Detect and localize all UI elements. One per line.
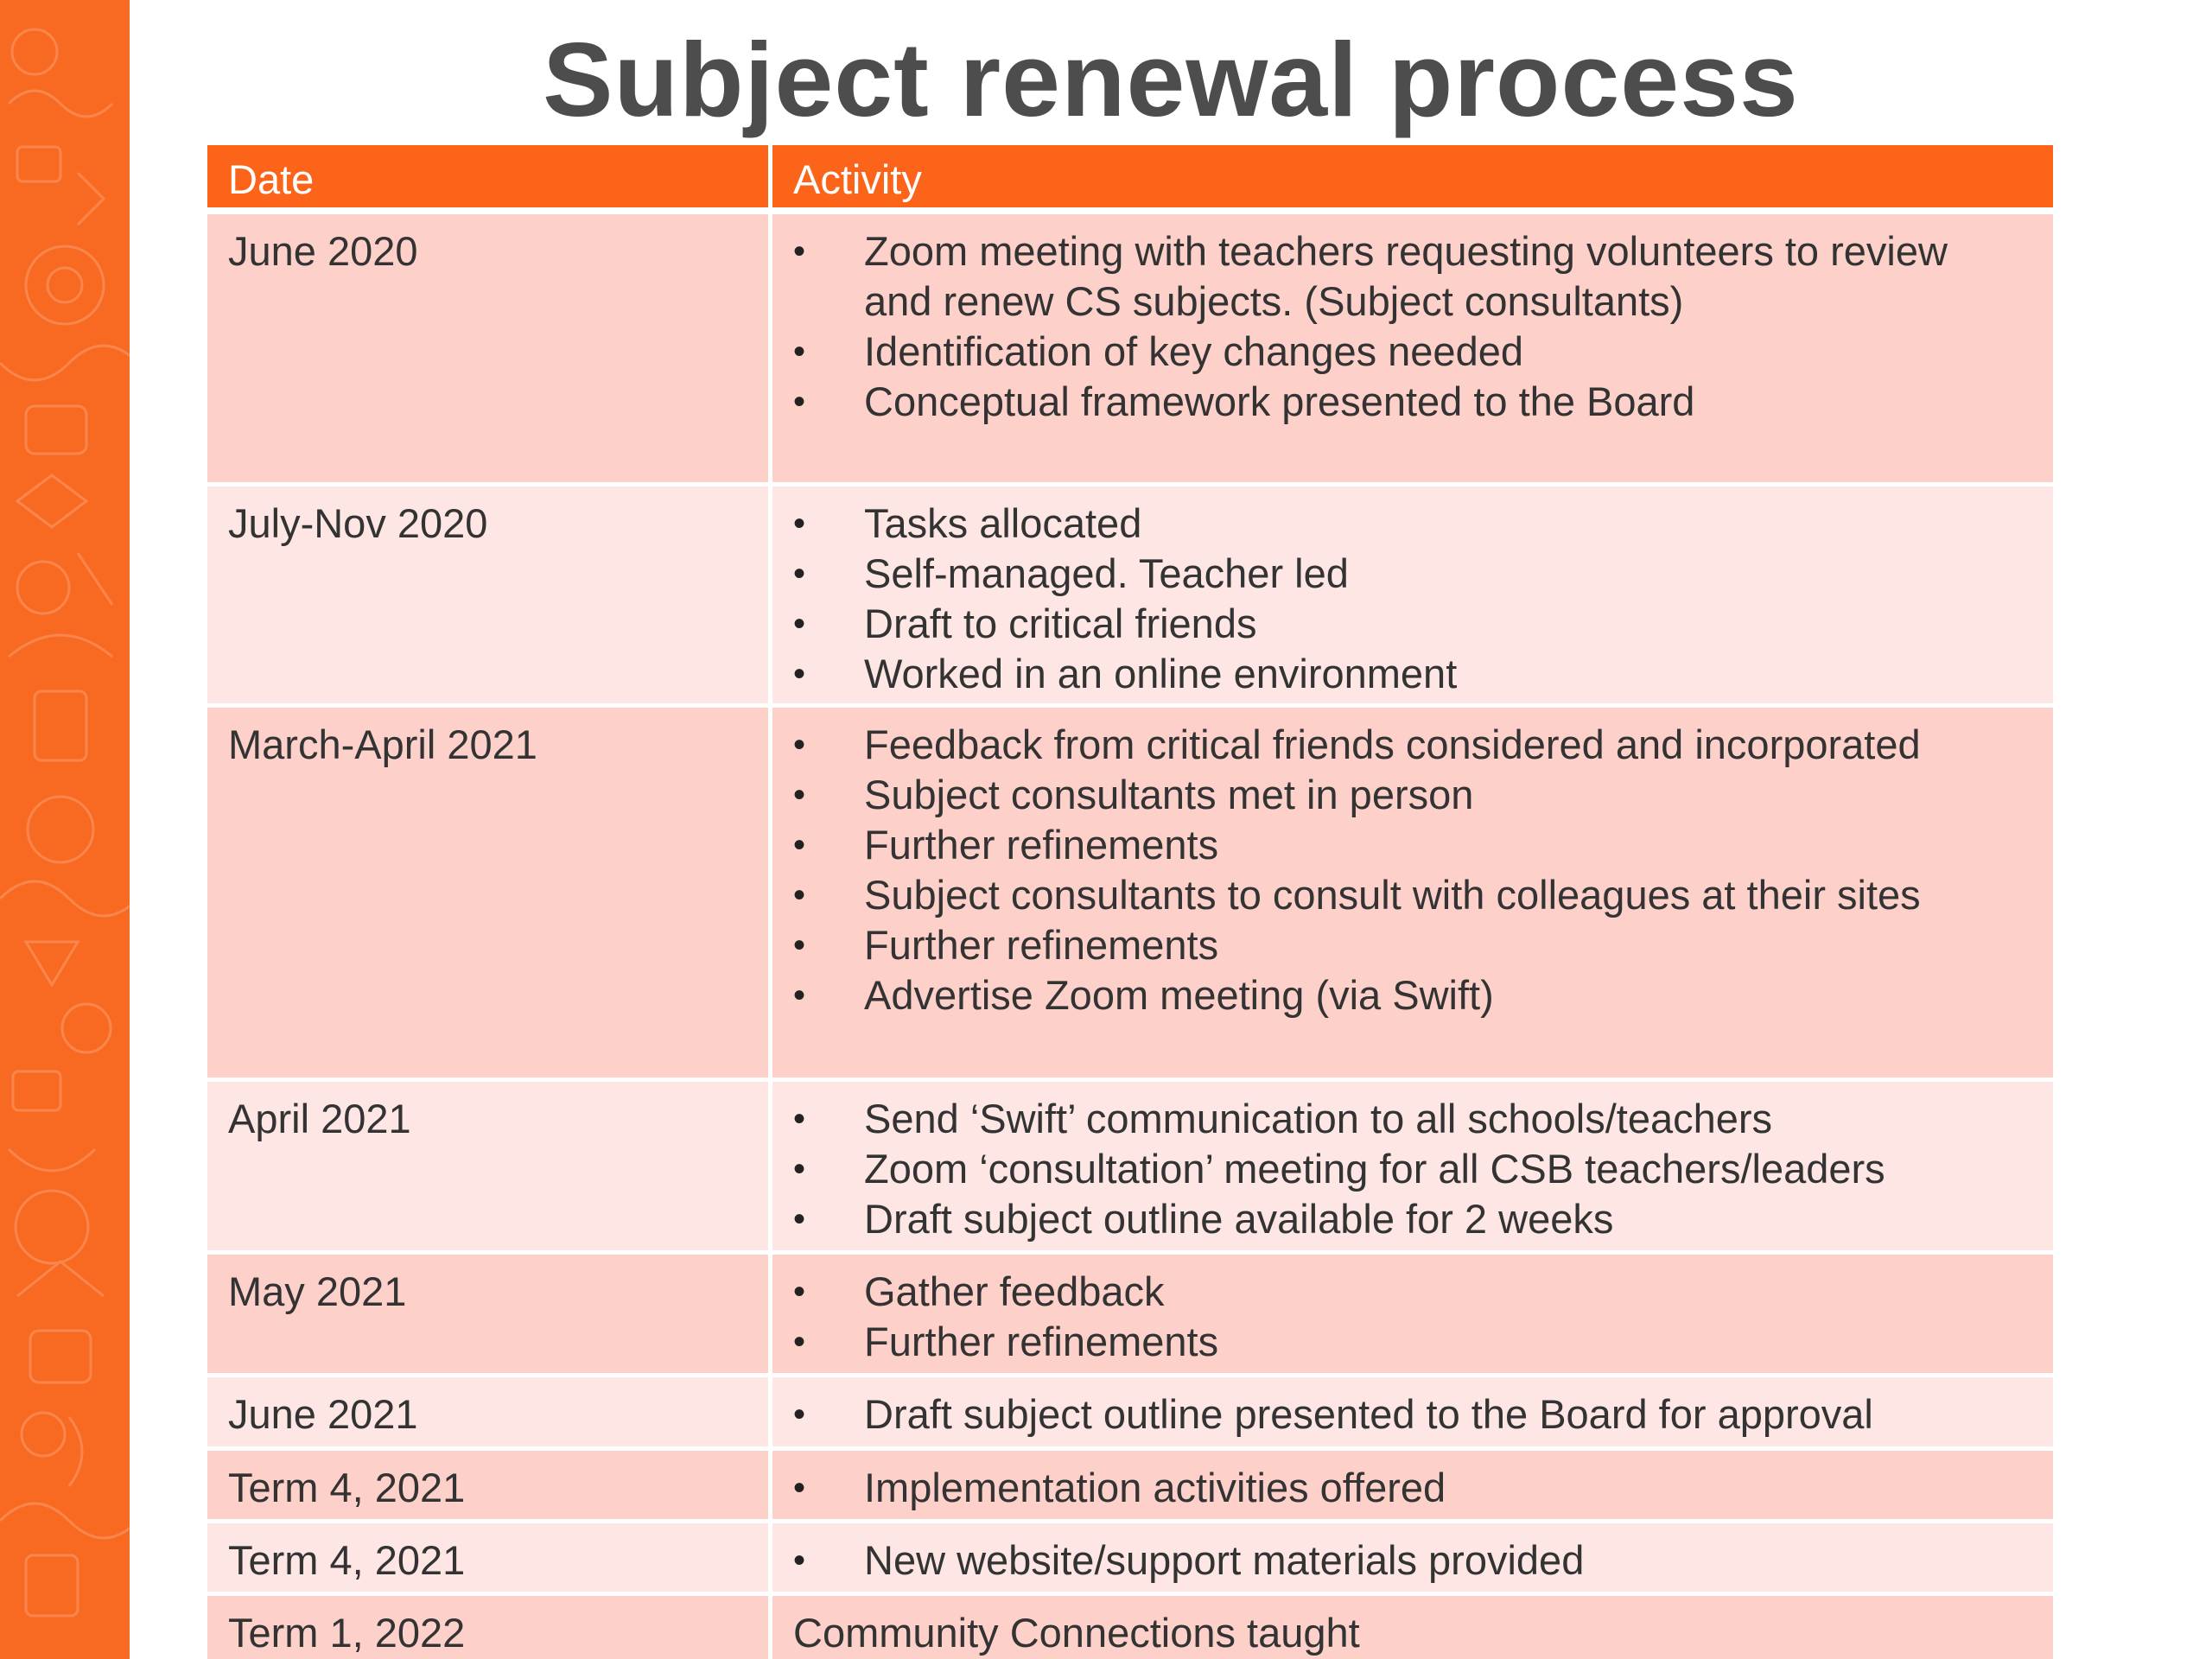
- activity-item: • Send ‘Swift’ communication to all schools/teachers: [793, 1094, 2001, 1144]
- table-header-row: [207, 145, 2053, 214]
- row-activity: [772, 214, 2053, 482]
- activity-item: • Conceptual framework presented to the Board: [793, 377, 2001, 427]
- row-activity: [772, 1377, 2053, 1446]
- activity-item: • Subject consultants to consult with colleagues at their sites: [793, 870, 2001, 920]
- activity-item: • Tasks allocated: [793, 499, 2001, 549]
- table-row: [207, 1082, 2053, 1255]
- activity-item: • Advertise Zoom meeting (via Swift): [793, 970, 2001, 1020]
- activity-item: • Draft to critical friends: [793, 599, 2001, 649]
- row-date: June 2020: [207, 214, 772, 482]
- activity-item: • Gather feedback: [793, 1267, 2001, 1317]
- table-row: [207, 214, 2053, 486]
- activity-list: [793, 499, 2001, 699]
- row-activity: Community Connections taught: [793, 1610, 1360, 1656]
- table-row: [207, 708, 2053, 1082]
- activity-list: [793, 1535, 2001, 1586]
- row-activity: [772, 1082, 2053, 1250]
- activity-list: [793, 1267, 2001, 1367]
- activity-list: [793, 1094, 2001, 1244]
- table-row: [207, 1523, 2053, 1596]
- row-date: April 2021: [207, 1082, 772, 1250]
- activity-item: • Implementation activities offered: [793, 1463, 2001, 1513]
- column-header-date: Date: [207, 145, 772, 207]
- row-date: Term 1, 2022: [207, 1596, 772, 1659]
- activity-item: • Self-managed. Teacher led: [793, 549, 2001, 599]
- row-date: May 2021: [207, 1255, 772, 1373]
- activity-item: • Zoom ‘consultation’ meeting for all CSB teachers/leaders: [793, 1144, 2001, 1194]
- activity-list: [793, 1389, 2001, 1440]
- row-activity: [772, 1255, 2053, 1373]
- activity-list: [793, 226, 2001, 427]
- activity-item: • Zoom meeting with teachers requesting volunteers to review and renew CS subjects. (Subject consultants): [793, 226, 2001, 327]
- row-date: July-Nov 2020: [207, 486, 772, 703]
- activity-item: • Draft subject outline presented to the Board for approval: [793, 1389, 2001, 1440]
- activity-list: [793, 1463, 2001, 1513]
- decorative-side-band: [0, 0, 130, 1659]
- activity-item: • New website/support materials provided: [793, 1535, 2001, 1586]
- table-row: [207, 1377, 2053, 1451]
- column-header-activity: Activity: [793, 156, 922, 202]
- row-date: Term 4, 2021: [207, 1451, 772, 1519]
- row-date: March-April 2021: [207, 708, 772, 1077]
- row-activity: [772, 708, 2053, 1077]
- activity-item: • Identification of key changes needed: [793, 327, 2001, 377]
- row-date: June 2021: [207, 1377, 772, 1446]
- activity-item: • Feedback from critical friends considered and incorporated: [793, 720, 2001, 770]
- table-row: [207, 1255, 2053, 1377]
- table-row: [207, 1451, 2053, 1523]
- row-date: Term 4, 2021: [207, 1523, 772, 1592]
- schedule-table: [207, 145, 2053, 1659]
- activity-item: • Further refinements: [793, 920, 2001, 970]
- page-title: Subject renewal process: [543, 21, 1799, 138]
- activity-item: • Further refinements: [793, 1317, 2001, 1367]
- activity-item: • Further refinements: [793, 820, 2001, 870]
- doodle-pattern-icon: [0, 0, 130, 1659]
- row-activity: [772, 1523, 2053, 1592]
- table-row: [207, 486, 2053, 708]
- activity-item: • Draft subject outline available for 2 weeks: [793, 1194, 2001, 1244]
- table-row: [207, 1596, 2053, 1659]
- row-activity: [772, 486, 2053, 703]
- activity-item: • Worked in an online environment: [793, 649, 2001, 699]
- activity-list: [793, 720, 2001, 1020]
- activity-item: • Subject consultants met in person: [793, 770, 2001, 820]
- row-activity: [772, 1451, 2053, 1519]
